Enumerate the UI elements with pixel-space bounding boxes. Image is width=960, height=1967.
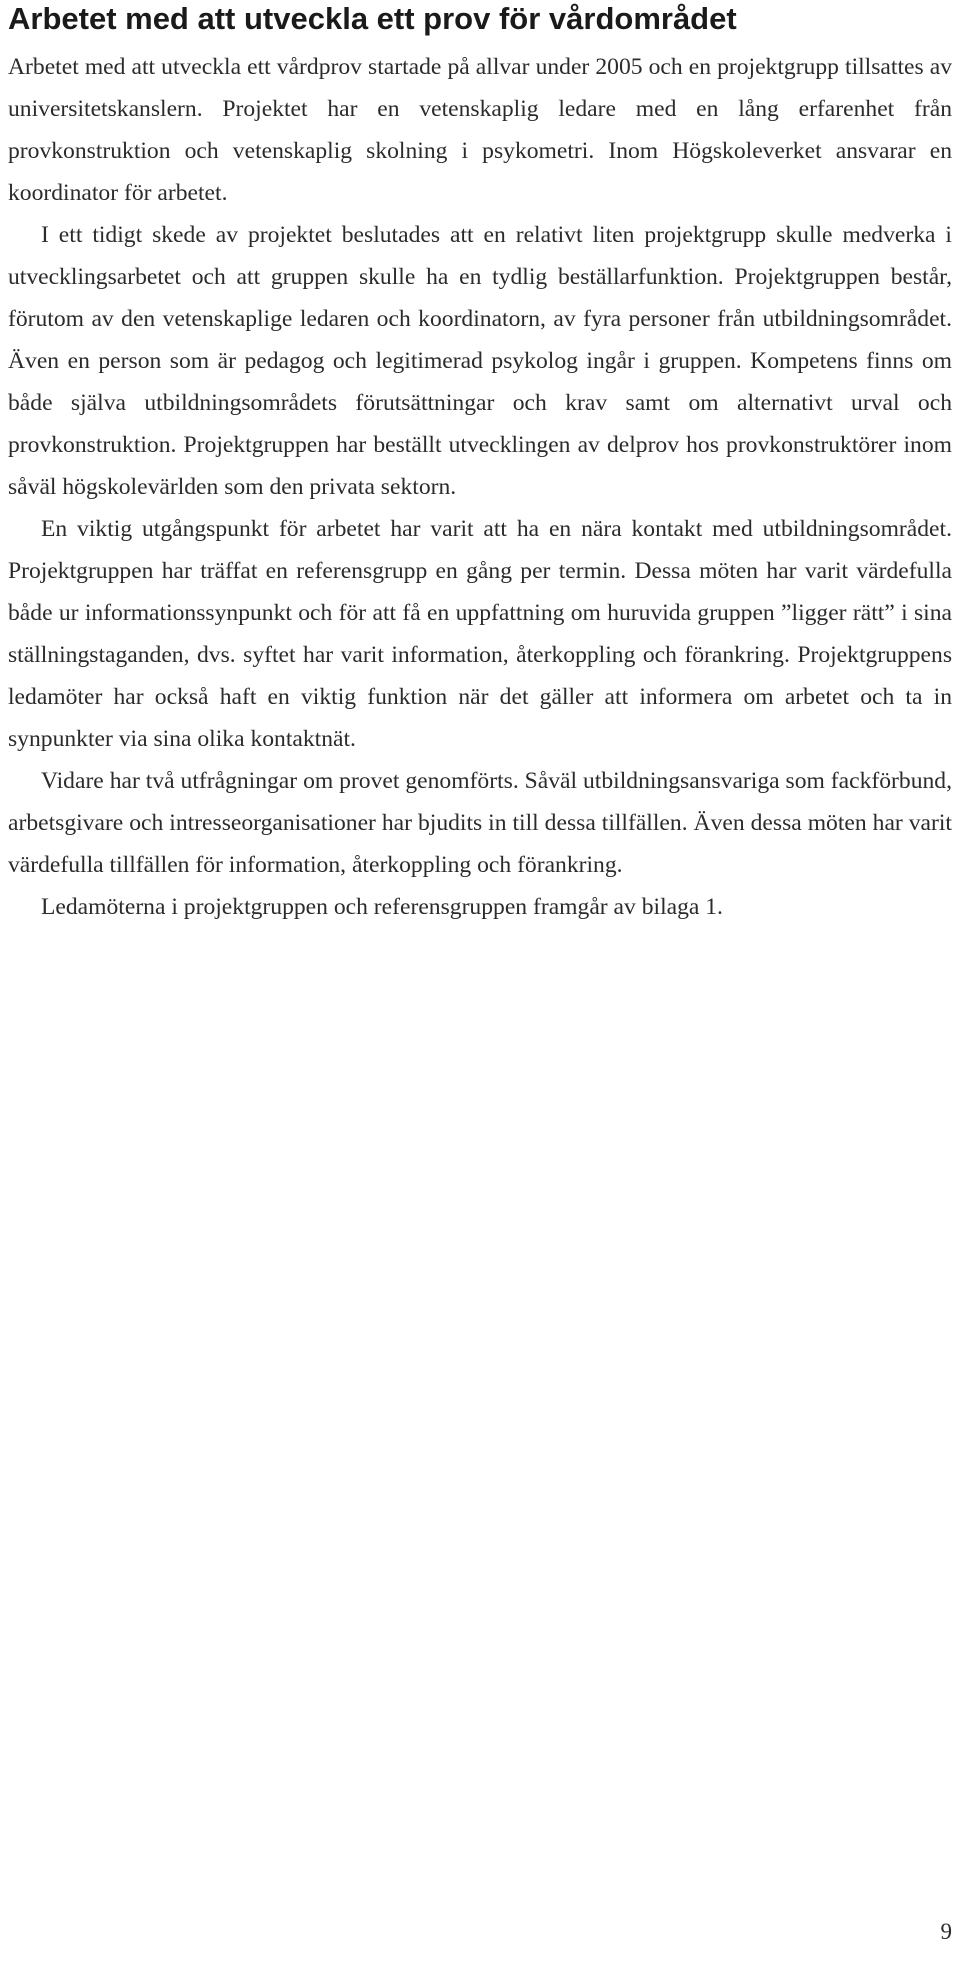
body-text (8, 46, 952, 928)
paragraph-reference-group: En viktig utgångspunkt för arbetet har varit att ha en nära kontakt med utbildningsområdet. Projektgruppen har träffat en referensgrupp en gång per termin. Dessa möten har varit värdefulla både ur informationssynpunkt och för att få en uppfattning om huruvida gruppen ”ligger rätt” i sina ställningstaganden, dvs. syftet har varit information, återkoppling och förankring. Projektgruppens ledamöter har också haft en viktig funktion när det gäller att informera om arbetet och ta in synpunkter via sina olika kontaktnät. (8, 516, 952, 752)
paragraph-project-start: Arbetet med att utveckla ett vårdprov startade på allvar under 2005 och en projektgrupp tillsattes av universitetskanslern. Projektet har en vetenskaplig ledare med en lång erfarenhet från provkonstruktion och vetenskaplig skolning i psykometri. Inom Högskoleverket ansvarar en koordinator för arbetet. (8, 54, 952, 206)
section-heading: Arbetet med att utveckla ett prov för vårdområdet (8, 1, 737, 36)
paragraph-appendix-note: Ledamöterna i projektgruppen och referensgruppen framgår av bilaga 1. (41, 894, 723, 920)
page-number: 9 (940, 1919, 952, 1944)
paragraph-project-group: I ett tidigt skede av projektet beslutades att en relativt liten projektgrupp skulle medverka i utvecklingsarbetet och att gruppen skulle ha en tydlig beställarfunktion. Projektgruppen består, förutom av den vetenskaplige ledaren och koordinatorn, av fyra personer från utbildningsområdet. Även en person som är pedagog och legitimerad psykolog ingår i gruppen. Kompetens finns om både själva utbildningsområdets förutsättningar och krav samt om alternativt urval och provkonstruktion. Projektgruppen har beställt utvecklingen av delprov hos provkonstruktörer inom såväl högskolevärlden som den privata sektorn. (8, 222, 952, 500)
paragraph-hearings: Vidare har två utfrågningar om provet genomförts. Såväl utbildningsansvariga som fackförbund, arbetsgivare och intresseorganisationer har bjudits in till dessa tillfällen. Även dessa möten har varit värdefulla tillfällen för information, återkoppling och förankring. (8, 768, 952, 878)
